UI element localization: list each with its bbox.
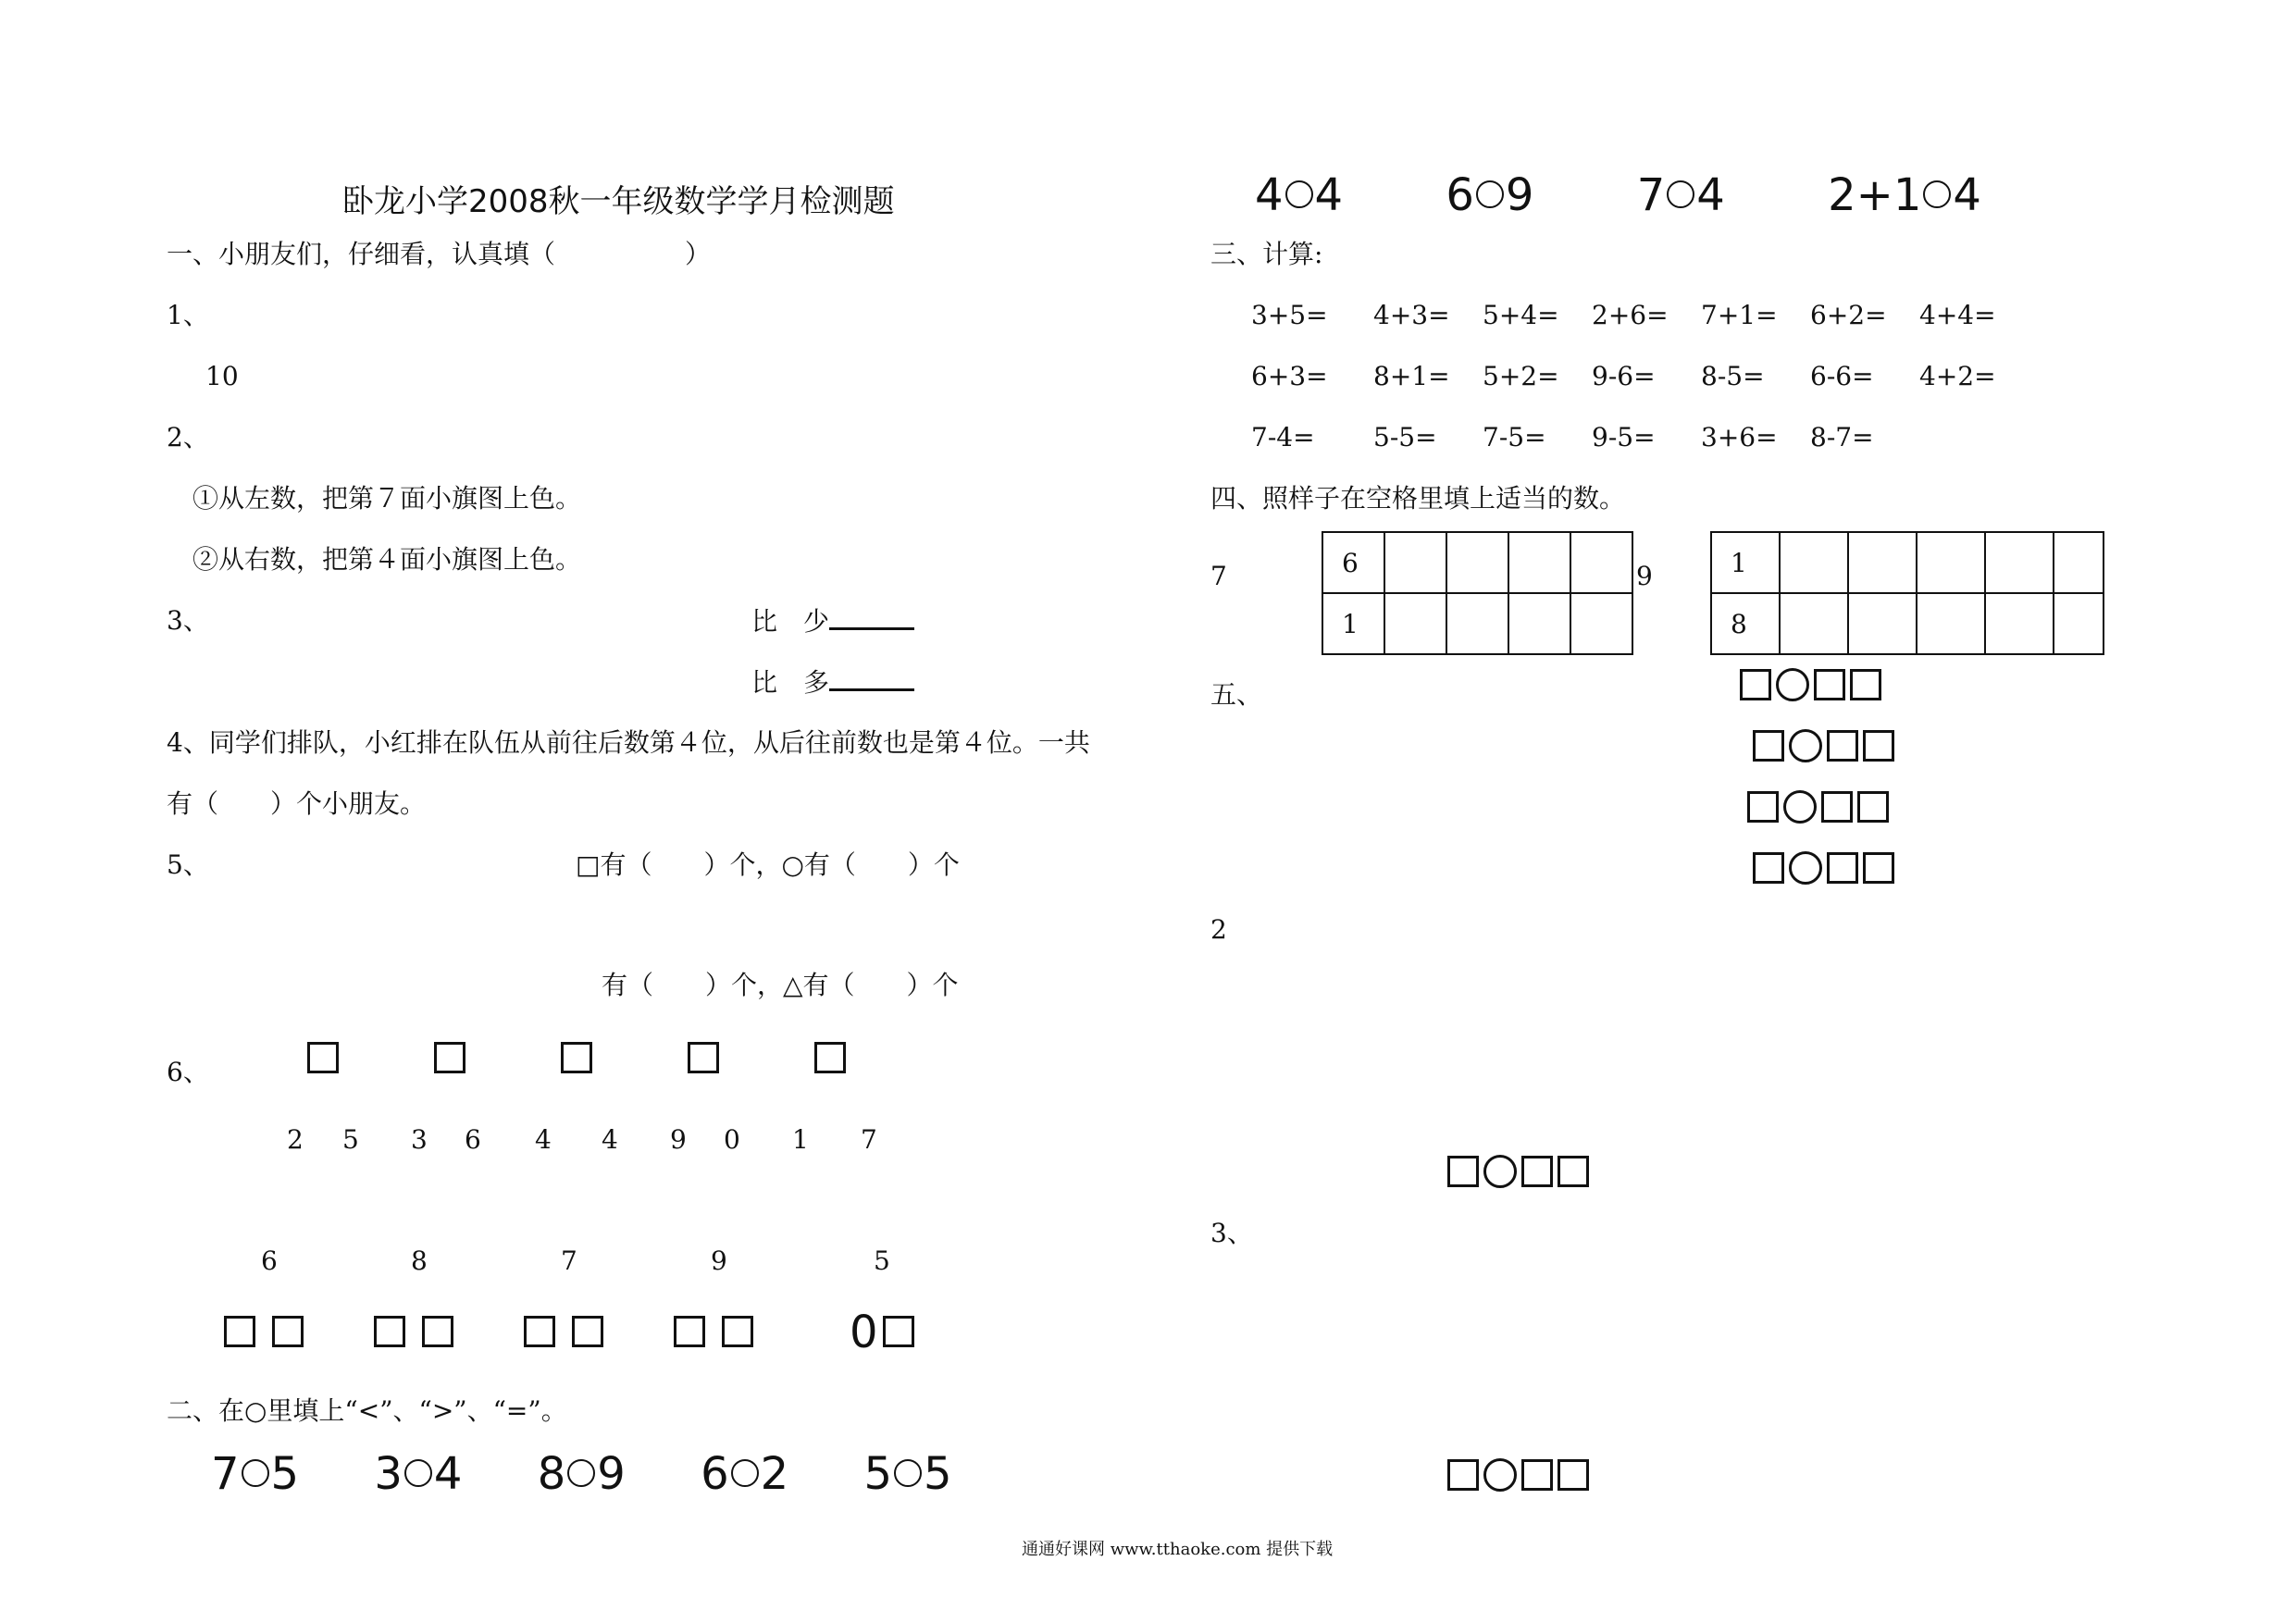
- compare-circle[interactable]: [1285, 180, 1313, 208]
- footer-credit: 通通好课网 www.tthaoke.com 提供下载: [1022, 1540, 1334, 1559]
- compare-circle[interactable]: [1476, 180, 1504, 208]
- compare-item: [1828, 169, 1981, 221]
- grid-cell[interactable]: [2054, 593, 2104, 654]
- compare-right: 5: [270, 1448, 300, 1500]
- compare-left: 2+1: [1828, 169, 1922, 221]
- q3-line-a: [751, 605, 914, 638]
- compare-circle[interactable]: [242, 1459, 269, 1487]
- q3-line-b: [751, 666, 914, 699]
- compare-right: 9: [1505, 169, 1534, 221]
- grid-cell[interactable]: [1848, 593, 1917, 654]
- section-five-heading: 五、: [1210, 679, 1263, 710]
- q6-pair-number: 6: [465, 1124, 481, 1155]
- answer-box[interactable]: [1863, 730, 1894, 762]
- compare-item: [1446, 169, 1533, 221]
- q6-pair-number: 4: [535, 1124, 552, 1155]
- grid-cell[interactable]: [1917, 532, 1985, 593]
- calc-item: 5+2=: [1483, 361, 1559, 391]
- q4-line1: 4、同学们排队，小红排在队伍从前往后数第４位，从后往前数也是第４位。一共: [167, 727, 1090, 758]
- grid-cell[interactable]: [2054, 532, 2104, 593]
- compare-left: 3: [374, 1448, 403, 1500]
- answer-box[interactable]: [1521, 1459, 1553, 1491]
- grid-cell[interactable]: [1384, 593, 1446, 654]
- compare-right: 5: [923, 1448, 952, 1500]
- compare-item: [1255, 169, 1343, 221]
- compare-item: [863, 1448, 951, 1500]
- equation-row: [1753, 729, 1894, 762]
- answer-box[interactable]: [1740, 669, 1771, 700]
- grid-cell: 1: [1322, 593, 1384, 654]
- compare-right: 9: [597, 1448, 626, 1500]
- q3-text-b: 比 多: [751, 667, 830, 698]
- answer-box[interactable]: [1857, 791, 1889, 823]
- calc-item: 8-5=: [1701, 361, 1765, 391]
- answer-box[interactable]: [1747, 791, 1779, 823]
- compare-left: 8: [537, 1448, 566, 1500]
- compare-left: 5: [863, 1448, 892, 1500]
- section-four-heading: 四、照样子在空格里填上适当的数。: [1210, 483, 1626, 514]
- q6-bottom-boxes: [224, 1307, 927, 1358]
- answer-box[interactable]: [674, 1316, 705, 1347]
- compare-circle[interactable]: [894, 1459, 922, 1487]
- answer-box[interactable]: [374, 1316, 405, 1347]
- q6-number: 6、: [167, 1057, 209, 1087]
- compare-left: 6: [1446, 169, 1474, 221]
- compare-item: [1637, 169, 1725, 221]
- equation-row: [1747, 790, 1889, 824]
- q5-part-3: 3、: [1210, 1218, 1253, 1248]
- grid-cell[interactable]: [1446, 532, 1508, 593]
- answer-box[interactable]: [722, 1316, 753, 1347]
- q6-pair-number: 7: [861, 1124, 877, 1155]
- number-grid-1: [1322, 531, 1633, 655]
- compare-circle[interactable]: [404, 1459, 432, 1487]
- grid-cell[interactable]: [1917, 593, 1985, 654]
- grid-cell[interactable]: [1780, 532, 1848, 593]
- grid-cell: 6: [1322, 532, 1384, 593]
- equation-row: [1740, 668, 1881, 701]
- compare-row-left: [211, 1449, 952, 1499]
- section-three-heading: 三、计算:: [1210, 239, 1323, 269]
- equation-row: [1447, 1155, 1589, 1188]
- calc-item: 7+1=: [1701, 300, 1778, 330]
- calc-item: 4+4=: [1919, 300, 1996, 330]
- answer-box[interactable]: [1821, 791, 1853, 823]
- grid-cell[interactable]: [1985, 593, 2054, 654]
- answer-box[interactable]: [272, 1316, 304, 1347]
- answer-box[interactable]: [434, 1042, 465, 1073]
- grid-cell[interactable]: [1848, 532, 1917, 593]
- grid1-label: 7: [1210, 561, 1227, 591]
- q1-value: 10: [205, 361, 239, 391]
- answer-blank[interactable]: [829, 666, 914, 691]
- answer-box[interactable]: [1863, 852, 1894, 884]
- grid-cell[interactable]: [1780, 593, 1848, 654]
- calc-item: 8-7=: [1810, 422, 1874, 452]
- q5-part-2: 2: [1210, 914, 1227, 945]
- answer-box[interactable]: [1558, 1156, 1589, 1187]
- compare-item: [374, 1448, 462, 1500]
- compare-item: [701, 1448, 788, 1500]
- operator-circle[interactable]: [1483, 1155, 1517, 1188]
- q6-total-number: 6: [261, 1245, 278, 1276]
- calc-item: 5-5=: [1373, 422, 1437, 452]
- answer-box[interactable]: [688, 1042, 719, 1073]
- calc-item: 6+2=: [1810, 300, 1887, 330]
- compare-right: 4: [1696, 169, 1725, 221]
- compare-right: 4: [433, 1448, 463, 1500]
- answer-box[interactable]: [883, 1316, 914, 1347]
- answer-box[interactable]: [1753, 730, 1784, 762]
- grid-cell[interactable]: [1985, 532, 2054, 593]
- grid-cell: 8: [1711, 593, 1780, 654]
- grid-cell[interactable]: [1384, 532, 1446, 593]
- q5-line-b: 有（ ）个，△有（ ）个: [602, 970, 959, 1000]
- q6-pair-number: 3: [411, 1124, 428, 1155]
- operator-circle[interactable]: [1789, 851, 1822, 885]
- answer-box[interactable]: [1447, 1156, 1479, 1187]
- equation-row: [1447, 1458, 1589, 1492]
- answer-box[interactable]: [1850, 669, 1881, 700]
- calc-item: 4+2=: [1919, 361, 1996, 391]
- answer-box[interactable]: [422, 1316, 453, 1347]
- q2-number: 2、: [167, 422, 209, 452]
- operator-circle[interactable]: [1783, 790, 1817, 824]
- q1-number: 1、: [167, 300, 209, 330]
- answer-box[interactable]: [1558, 1459, 1589, 1491]
- operator-circle[interactable]: [1483, 1458, 1517, 1492]
- grid-cell[interactable]: [1508, 532, 1570, 593]
- calc-item: 6+3=: [1251, 361, 1328, 391]
- compare-right: 4: [1953, 169, 1981, 221]
- answer-box[interactable]: [1827, 730, 1858, 762]
- section-two-heading: 二、在○里填上“<”、“>”、“=”。: [167, 1395, 567, 1426]
- page-title: 卧龙小学2008秋一年级数学学月检测题: [342, 183, 895, 220]
- answer-box[interactable]: [1447, 1459, 1479, 1491]
- answer-box[interactable]: [1521, 1156, 1553, 1187]
- calc-item: 7-5=: [1483, 422, 1546, 452]
- grid-cell[interactable]: [1508, 593, 1570, 654]
- answer-box[interactable]: [561, 1042, 592, 1073]
- compare-left: 7: [1636, 169, 1666, 221]
- compare-item: [538, 1448, 626, 1500]
- q5-number: 5、: [167, 849, 209, 880]
- calc-item: 4+3=: [1373, 300, 1450, 330]
- calc-item: 9-5=: [1592, 422, 1656, 452]
- q2-instruction-b: ②从右数，把第４面小旗图上色。: [192, 544, 582, 575]
- q6-pair-number: 5: [342, 1124, 359, 1155]
- answer-box[interactable]: [307, 1042, 339, 1073]
- section-one-heading: 一、小朋友们，仔细看，认真填（ ）: [167, 239, 712, 269]
- q6-pair-number: 1: [792, 1124, 809, 1155]
- q6-total-number: 7: [561, 1245, 577, 1276]
- answer-box[interactable]: [1814, 669, 1845, 700]
- operator-circle[interactable]: [1776, 668, 1809, 701]
- q3-number: 3、: [167, 605, 209, 636]
- grid-cell[interactable]: [1570, 593, 1632, 654]
- q6-pair-number: 0: [724, 1124, 740, 1155]
- compare-item: [211, 1448, 299, 1500]
- compare-right: 2: [760, 1448, 789, 1500]
- q6-pair-number: 4: [602, 1124, 618, 1155]
- equation-row: [1753, 851, 1894, 885]
- q6-total-number: 5: [874, 1245, 890, 1276]
- q2-instruction-a: ①从左数，把第７面小旗图上色。: [192, 483, 582, 514]
- q3-text-a: 比 少: [751, 606, 830, 637]
- q6-pair-number: 9: [670, 1124, 687, 1155]
- q5-line-a: □有（ ）个，○有（ ）个: [576, 849, 960, 880]
- answer-box[interactable]: [524, 1316, 555, 1347]
- calc-item: 3+5=: [1251, 300, 1328, 330]
- grid-cell[interactable]: [1570, 532, 1632, 593]
- grid2-label: 9: [1636, 561, 1653, 591]
- q6-total-number: 9: [711, 1245, 727, 1276]
- calc-item: 9-6=: [1592, 361, 1656, 391]
- calc-item: 3+6=: [1701, 422, 1778, 452]
- grid-cell[interactable]: [1446, 593, 1508, 654]
- answer-box[interactable]: [1753, 852, 1784, 884]
- operator-circle[interactable]: [1789, 729, 1822, 762]
- calc-item: 5+4=: [1483, 300, 1559, 330]
- answer-box[interactable]: [1827, 852, 1858, 884]
- compare-row-right: [1255, 170, 1981, 220]
- answer-box[interactable]: [572, 1316, 603, 1347]
- number-grid-2: [1710, 531, 2104, 655]
- calc-item: 8+1=: [1373, 361, 1450, 391]
- answer-blank[interactable]: [829, 605, 914, 630]
- compare-left: 6: [701, 1448, 729, 1500]
- q6-given-zero: 0: [850, 1307, 878, 1358]
- compare-left: 4: [1255, 169, 1284, 221]
- grid-cell: 1: [1711, 532, 1780, 593]
- compare-left: 7: [211, 1448, 240, 1500]
- compare-circle[interactable]: [567, 1459, 595, 1487]
- calc-item: 7-4=: [1251, 422, 1315, 452]
- compare-circle[interactable]: [1923, 180, 1951, 208]
- q6-total-number: 8: [411, 1245, 428, 1276]
- answer-box[interactable]: [224, 1316, 255, 1347]
- compare-circle[interactable]: [1667, 180, 1694, 208]
- compare-right: 4: [1314, 169, 1344, 221]
- answer-box[interactable]: [814, 1042, 846, 1073]
- calc-item: 6-6=: [1810, 361, 1874, 391]
- calc-item: 2+6=: [1592, 300, 1669, 330]
- q4-line2: 有（ ）个小朋友。: [167, 788, 427, 819]
- q6-pair-number: 2: [287, 1124, 304, 1155]
- compare-circle[interactable]: [731, 1459, 759, 1487]
